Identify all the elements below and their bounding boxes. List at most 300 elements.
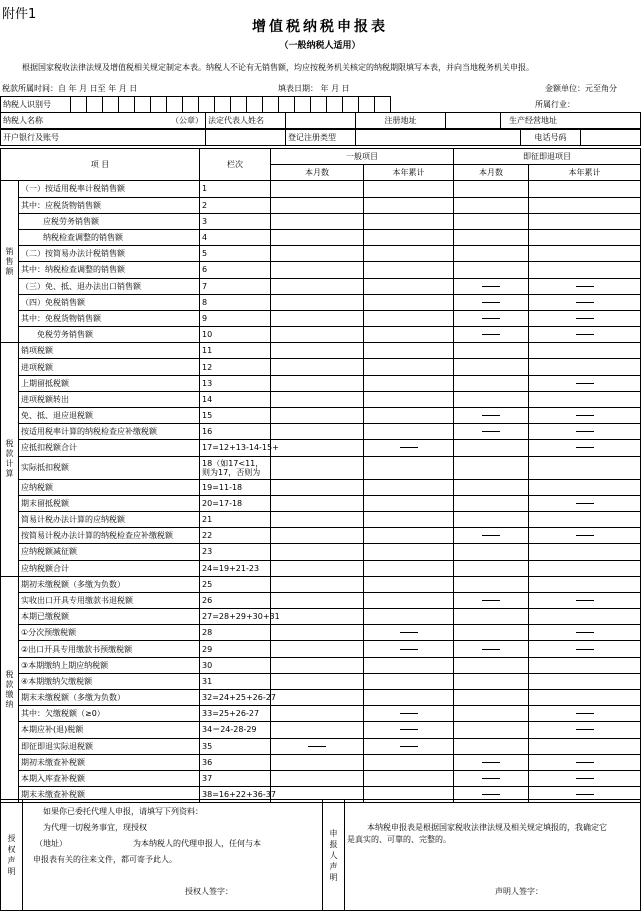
na-general-year-cell [364,641,454,657]
general-year-cell[interactable] [364,327,454,343]
general-month-cell[interactable] [271,770,364,786]
section-tax-payment [1,576,19,803]
phone-value[interactable] [581,130,641,146]
table-row [1,544,641,560]
general-year-cell[interactable] [364,294,454,310]
refund-month-cell[interactable] [454,706,529,722]
refund-year-cell[interactable] [529,673,641,689]
row-line-number: 18（如17<11，则为17，否则为 [200,456,271,479]
row-label: 实收出口开具专用缴款书退税额 [19,592,200,608]
reg-addr-value[interactable] [446,113,501,129]
auth-line-2: 为代理一切税务事宜，现授权 [43,823,147,832]
table-row [1,343,641,359]
row-line-number: 21 [200,511,271,527]
general-month-cell[interactable] [271,213,364,229]
refund-month-cell[interactable] [454,375,529,391]
table-row [1,479,641,495]
na-refund-month-cell [454,770,529,786]
dash-mark [400,632,418,633]
refund-month-cell[interactable] [454,246,529,262]
taxpayer-name-cell[interactable] [1,113,206,129]
reg-addr-label: 注册地址 [356,113,446,129]
general-year-cell[interactable] [364,359,454,375]
col-header-general-year: 本年累计 [364,165,454,181]
col-header-general: 一般项目 [271,149,454,165]
row-line-number: 15 [200,408,271,424]
dash-mark [576,649,594,650]
general-month-cell[interactable] [271,391,364,407]
declarant-statement-body[interactable] [345,800,641,911]
table-row [1,495,641,511]
refund-month-cell[interactable] [454,560,529,576]
na-general-year-cell [364,440,454,456]
na-refund-year-cell [529,641,641,657]
general-year-cell[interactable] [364,576,454,592]
row-label: 销项税额 [19,343,200,359]
general-month-cell[interactable] [271,528,364,544]
general-year-cell[interactable] [364,229,454,245]
general-month-cell[interactable] [271,560,364,576]
table-row [1,246,641,262]
na-refund-month-cell [454,327,529,343]
dash-mark [482,600,500,601]
na-refund-year-cell [529,294,641,310]
general-month-cell[interactable] [271,278,364,294]
refund-month-cell[interactable] [454,213,529,229]
na-refund-year-cell [529,278,641,294]
refund-year-cell[interactable] [529,456,641,479]
refund-month-cell[interactable] [454,544,529,560]
general-month-cell[interactable] [271,440,364,456]
phone-label: 电话号码 [521,130,581,146]
general-month-cell[interactable] [271,706,364,722]
row-line-number: 2 [200,197,271,213]
refund-year-cell[interactable] [529,359,641,375]
na-general-month-cell [271,738,364,754]
na-refund-year-cell [529,592,641,608]
legal-rep-label: 法定代表人姓名 [206,113,286,129]
general-month-cell[interactable] [271,544,364,560]
dash-mark [576,431,594,432]
row-label: 其中：纳税检查调整的销售额 [19,262,200,278]
section-tax-payment-label: 税款缴纳 [5,669,14,709]
table-row [1,294,641,310]
row-line-number: 37 [200,770,271,786]
row-label: 期初未缴税额（多缴为负数） [19,576,200,592]
row-line-number: 8 [200,294,271,310]
table-row [1,657,641,673]
row-label: 期末留抵税额 [19,495,200,511]
row-label: 应纳税额 [19,479,200,495]
table-row [1,262,641,278]
general-month-cell[interactable] [271,722,364,738]
bank-label: 开户银行及账号 [1,130,206,146]
general-year-cell[interactable] [364,690,454,706]
general-month-cell[interactable] [271,625,364,641]
na-refund-year-cell [529,495,641,511]
id-digit-box[interactable] [103,97,119,113]
general-year-cell[interactable] [364,391,454,407]
row-line-number: 14 [200,391,271,407]
general-year-cell[interactable] [364,528,454,544]
refund-year-cell[interactable] [529,391,641,407]
na-refund-month-cell [454,310,529,326]
refund-year-cell[interactable] [529,690,641,706]
row-line-number: 1 [200,181,271,197]
row-line-number: 35 [200,738,271,754]
row-label: 上期留抵税额 [19,375,200,391]
refund-year-cell[interactable] [529,197,641,213]
general-year-cell[interactable] [364,770,454,786]
general-month-cell[interactable] [271,229,364,245]
refund-year-cell[interactable] [529,560,641,576]
general-year-cell[interactable] [364,657,454,673]
na-refund-month-cell [454,592,529,608]
table-row [1,327,641,343]
general-year-cell[interactable] [364,479,454,495]
general-year-cell[interactable] [364,495,454,511]
row-line-number: 13 [200,375,271,391]
general-month-cell[interactable] [271,592,364,608]
general-year-cell[interactable] [364,278,454,294]
row-label: 按简易计税办法计算的纳税检查应补缴税额 [19,528,200,544]
refund-year-cell[interactable] [529,262,641,278]
row-line-number: 7 [200,278,271,294]
refund-month-cell[interactable] [454,495,529,511]
row-line-number: 32=24+25+26-27 [200,690,271,706]
dash-mark [576,415,594,416]
general-month-cell[interactable] [271,657,364,673]
refund-month-cell[interactable] [454,456,529,479]
refund-month-cell[interactable] [454,359,529,375]
refund-year-cell[interactable] [529,657,641,673]
dash-mark [400,713,418,714]
dash-mark [576,334,594,335]
dash-mark [482,762,500,763]
reg-type-value[interactable] [356,130,521,146]
general-month-cell[interactable] [271,294,364,310]
na-refund-year-cell [529,770,641,786]
table-row [1,511,641,527]
bank-value[interactable] [206,130,286,146]
dash-mark [482,431,500,432]
row-line-number: 36 [200,754,271,770]
general-month-cell[interactable] [271,479,364,495]
row-line-number: 38=16+22+36-37 [200,787,271,803]
refund-year-cell[interactable] [529,246,641,262]
id-digit-box[interactable] [247,97,263,113]
dash-mark [576,729,594,730]
table-row [1,722,641,738]
na-refund-year-cell [529,754,641,770]
refund-month-cell[interactable] [454,229,529,245]
general-month-cell[interactable] [271,424,364,440]
refund-year-cell[interactable] [529,609,641,625]
row-line-number: 28 [200,625,271,641]
refund-month-cell[interactable] [454,511,529,527]
id-digit-box[interactable] [343,97,359,113]
dash-mark [576,713,594,714]
table-row [1,528,641,544]
id-digit-box[interactable] [215,97,231,113]
table-row [1,181,641,197]
row-line-number: 5 [200,246,271,262]
declarant-statement-text: 申报人声明 [329,828,338,882]
table-row [1,424,641,440]
dash-mark [482,286,500,287]
na-refund-month-cell [454,641,529,657]
general-year-cell[interactable] [364,375,454,391]
attachment-label: 附件1 [2,7,37,22]
general-month-cell[interactable] [271,359,364,375]
taxpayer-id-row [0,96,641,113]
id-digit-box[interactable] [183,97,199,113]
table-row [1,560,641,576]
row-line-number: 10 [200,327,271,343]
general-year-cell[interactable] [364,754,454,770]
general-year-cell[interactable] [364,424,454,440]
row-label: ③本期缴纳上期应纳税额 [19,657,200,673]
id-digit-box[interactable] [151,97,167,113]
refund-month-cell[interactable] [454,576,529,592]
general-year-cell[interactable] [364,511,454,527]
row-line-number: 27=28+29+30+31 [200,609,271,625]
row-label: 其中：欠缴税额（≥0） [19,706,200,722]
id-digit-box[interactable] [119,97,135,113]
general-month-cell[interactable] [271,181,364,197]
general-month-cell[interactable] [271,197,364,213]
general-month-cell[interactable] [271,343,364,359]
col-header-general-month: 本月数 [271,165,364,181]
general-month-cell[interactable] [271,754,364,770]
industry-label: 所属行业： [535,100,575,109]
refund-month-cell[interactable] [454,391,529,407]
na-refund-year-cell [529,310,641,326]
general-month-cell[interactable] [271,375,364,391]
table-row [1,213,641,229]
form-title: 增值税纳税申报表 [252,19,388,35]
general-year-cell[interactable] [364,197,454,213]
refund-month-cell[interactable] [454,479,529,495]
general-year-cell[interactable] [364,213,454,229]
row-line-number: 11 [200,343,271,359]
na-refund-month-cell [454,754,529,770]
fill-date: 填表日期： 年 月 日 [278,84,350,93]
row-label: 免税劳务销售额 [19,327,200,343]
dash-mark [308,746,326,747]
general-year-cell[interactable] [364,343,454,359]
table-row [1,754,641,770]
refund-month-cell[interactable] [454,181,529,197]
decl-line-1: 本纳税申报表是根据国家税收法律法规及相关规定填报的，我确定它 [367,823,607,832]
taxpayer-id-label: 纳税人识别号 [1,97,71,113]
row-line-number: 22 [200,528,271,544]
general-year-cell[interactable] [364,560,454,576]
dash-mark [482,778,500,779]
dash-mark [400,447,418,448]
general-month-cell[interactable] [271,456,364,479]
na-refund-year-cell [529,440,641,456]
row-line-number: 3 [200,213,271,229]
dash-mark [482,415,500,416]
refund-month-cell[interactable] [454,609,529,625]
refund-month-cell[interactable] [454,657,529,673]
na-general-year-cell [364,738,454,754]
row-label: ①分次预缴税额 [19,625,200,641]
dash-mark [576,286,594,287]
refund-month-cell[interactable] [454,343,529,359]
table-row [1,310,641,326]
table-row [1,576,641,592]
bank-row [0,129,641,146]
general-month-cell[interactable] [271,673,364,689]
row-line-number: 4 [200,229,271,245]
id-digit-box[interactable] [375,97,391,113]
auth-statement-body[interactable] [23,800,323,911]
refund-month-cell[interactable] [454,440,529,456]
general-year-cell[interactable] [364,544,454,560]
dash-mark [576,383,594,384]
row-label: 期末未缴查补税额 [19,787,200,803]
general-month-cell[interactable] [271,495,364,511]
na-general-year-cell [364,722,454,738]
refund-month-cell[interactable] [454,690,529,706]
refund-year-cell[interactable] [529,738,641,754]
section-tax-calc-label: 税款计算 [5,439,14,479]
dash-mark [482,535,500,536]
table-row [1,706,641,722]
row-line-number: 12 [200,359,271,375]
general-month-cell[interactable] [271,246,364,262]
refund-year-cell[interactable] [529,181,641,197]
id-digit-box[interactable] [71,97,87,113]
general-month-cell[interactable] [271,511,364,527]
row-label: （三）免、抵、退办法出口销售额 [19,278,200,294]
section-tax-calc [1,343,19,576]
general-year-cell[interactable] [364,408,454,424]
dash-mark [576,535,594,536]
row-line-number: 31 [200,673,271,689]
na-refund-month-cell [454,408,529,424]
dash-mark [576,447,594,448]
dash-mark [400,746,418,747]
refund-month-cell[interactable] [454,673,529,689]
general-month-cell[interactable] [271,262,364,278]
general-year-cell[interactable] [364,673,454,689]
row-line-number: 24=19+21-23 [200,560,271,576]
id-digit-box[interactable] [359,97,375,113]
declaration-footer [0,799,641,911]
dash-mark [576,632,594,633]
general-month-cell[interactable] [271,327,364,343]
biz-addr-label: 生产经营地址 [501,113,641,129]
row-line-number: 33=25+26-27 [200,706,271,722]
refund-year-cell[interactable] [529,544,641,560]
general-month-cell[interactable] [271,408,364,424]
id-digit-box[interactable] [231,97,247,113]
general-year-cell[interactable] [364,592,454,608]
id-digit-box[interactable] [311,97,327,113]
auth-line-3a: （地址） [35,839,67,848]
table-row [1,609,641,625]
refund-month-cell[interactable] [454,262,529,278]
table-row [1,440,641,456]
general-year-cell[interactable] [364,262,454,278]
refund-month-cell[interactable] [454,625,529,641]
row-label: （一）按适用税率计税销售额 [19,181,200,197]
row-label: 应抵扣税额合计 [19,440,200,456]
row-label: 应纳税额合计 [19,560,200,576]
legal-rep-value[interactable] [286,113,356,129]
id-digit-box[interactable] [327,97,343,113]
general-year-cell[interactable] [364,609,454,625]
general-year-cell[interactable] [364,246,454,262]
dash-mark [482,334,500,335]
general-month-cell[interactable] [271,641,364,657]
dash-mark [576,794,594,795]
row-line-number: 19=11-18 [200,479,271,495]
form-intro: 根据国家税收法律法规及增值税相关规定制定本表。纳税人不论有无销售额，均应按税务机关核定的纳税期限填写本表，并向当地税务机关申报。 [22,63,534,72]
row-label: 应税劳务销售额 [19,213,200,229]
row-label: 期初未缴查补税额 [19,754,200,770]
refund-month-cell[interactable] [454,197,529,213]
declaration-table [0,148,641,803]
row-label: 即征即退实际退税额 [19,738,200,754]
table-row [1,456,641,479]
id-digit-box[interactable] [263,97,279,113]
id-digit-box[interactable] [279,97,295,113]
id-digit-box[interactable] [167,97,183,113]
refund-year-cell[interactable] [529,213,641,229]
dash-mark [576,762,594,763]
general-year-cell[interactable] [364,310,454,326]
dash-mark [576,600,594,601]
dash-mark [576,503,594,504]
refund-year-cell[interactable] [529,511,641,527]
general-year-cell[interactable] [364,181,454,197]
refund-year-cell[interactable] [529,576,641,592]
id-digit-box[interactable] [295,97,311,113]
general-month-cell[interactable] [271,690,364,706]
table-row [1,673,641,689]
refund-year-cell[interactable] [529,479,641,495]
id-digit-box[interactable] [87,97,103,113]
refund-month-cell[interactable] [454,738,529,754]
refund-month-cell[interactable] [454,722,529,738]
row-label: 进项税额 [19,359,200,375]
general-month-cell[interactable] [271,609,364,625]
form-subtitle: （一般纳税人适用） [279,41,361,51]
row-label: ②出口开具专用缴款书预缴税额 [19,641,200,657]
general-month-cell[interactable] [271,310,364,326]
na-refund-month-cell [454,424,529,440]
table-row [1,738,641,754]
dash-mark [576,302,594,303]
row-label: 进项税额转出 [19,391,200,407]
table-row [1,278,641,294]
id-digit-box[interactable] [135,97,151,113]
na-refund-year-cell [529,375,641,391]
general-year-cell[interactable] [364,456,454,479]
refund-year-cell[interactable] [529,229,641,245]
general-month-cell[interactable] [271,576,364,592]
row-line-number: 17=12+13-14-15+ [200,440,271,456]
row-line-number: 23 [200,544,271,560]
id-digit-box[interactable] [199,97,215,113]
refund-year-cell[interactable] [529,343,641,359]
row-line-number: 6 [200,262,271,278]
col-header-refund: 即征即退项目 [454,149,641,165]
